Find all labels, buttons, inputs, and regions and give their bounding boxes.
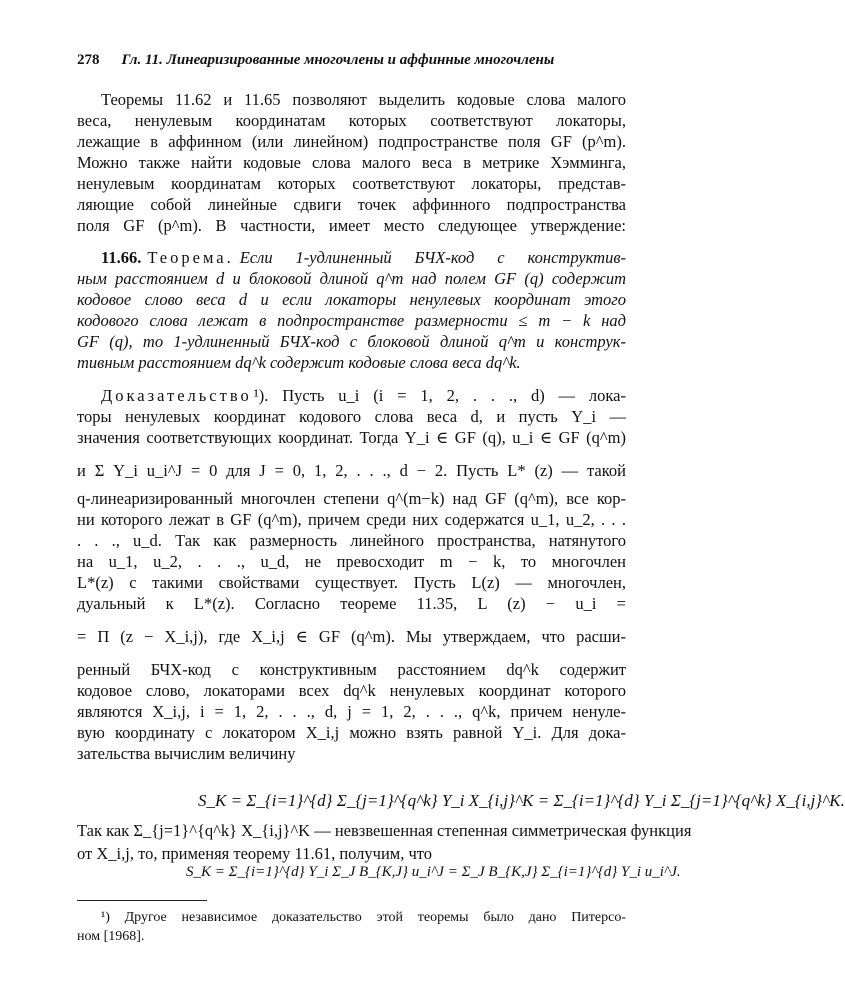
- proof-line: дуальный к L*(z). Согласно теореме 11.35, L (z) − u_i =: [77, 594, 626, 613]
- formula-sk-result: S_K = Σ_{i=1}^{d} Y_i Σ_J B_{K,J} u_i^J = Σ_J B_{K,J} Σ_{i=1}^{d} Y_i u_i^J.: [186, 864, 681, 880]
- theorem-line: GF (q), то 1-удлиненный БЧХ-код с блоковой длиной q^m и конструк-: [77, 332, 626, 351]
- proof-line: ни которого лежат в GF (q^m), причем среди них содержатся u_1, u_2, . . .: [77, 510, 626, 529]
- footnote-line: ¹) Другое независимое доказательство этой теоремы было дано Питерсо-: [101, 910, 626, 925]
- theorem-line: ным расстоянием d и блоковой длиной q^m над полем GF (q) содержит: [77, 269, 626, 288]
- proof-line: = Π (z − X_i,j), где X_i,j ∈ GF (q^m). Мы утверждаем, что расши-: [77, 627, 626, 646]
- theorem-label: Теорема.: [147, 248, 234, 267]
- text-line: поля GF (p^m). В частности, имеет место следующее утверждение:: [77, 216, 626, 235]
- proof-line: L*(z) с такими свойствами существует. Пусть L(z) — многочлен,: [77, 573, 626, 592]
- proof-line: на u_1, u_2, . . ., u_d, не превосходит m − k, то многочлен: [77, 552, 626, 571]
- footnote-rule: [77, 900, 207, 901]
- page-number: 278: [77, 52, 100, 68]
- proof-line: вую координату с локатором X_i,j можно взять равной Y_i. Для дока-: [77, 723, 626, 742]
- proof-line: ¹). Пусть u_i (i = 1, 2, . . ., d) — лока-: [253, 386, 626, 405]
- proof-line: значения соответствующих координат. Тогда Y_i ∈ GF (q), u_i ∈ GF (q^m): [77, 428, 626, 447]
- proof-line: кодовое слово, локаторами всех dq^k ненулевых координат которого: [77, 681, 626, 700]
- proof-line: ренный БЧХ-код с конструктивным расстоянием dq^k содержит: [77, 660, 626, 679]
- proof-line: Так как Σ_{j=1}^{q^k} X_{i,j}^K — невзвешенная степенная симметрическая функция: [77, 821, 692, 840]
- proof-line: являются X_i,j, i = 1, 2, . . ., d, j = 1, 2, . . ., q^k, причем ненуле-: [77, 702, 626, 721]
- theorem-line: тивным расстоянием dq^k содержит кодовые слова веса dq^k.: [77, 353, 521, 372]
- proof-line: q-линеаризированный многочлен степени q^(m−k) над GF (q^m), все кор-: [77, 489, 626, 508]
- proof-line: от X_i,j, то, применяя теорему 11.61, получим, что: [77, 844, 433, 863]
- running-title: Гл. 11. Линеаризированные многочлены и аффинные многочлены: [121, 52, 555, 68]
- proof-line: торы ненулевых координат кодового слова веса d, и пусть Y_i —: [77, 407, 626, 426]
- theorem-line: Если 1-удлиненный БЧХ-код с конструктив-: [239, 248, 626, 267]
- text-line: Можно также найти кодовые слова малого веса в метрике Хэмминга,: [77, 153, 626, 172]
- text-line: Теоремы 11.62 и 11.65 позволяют выделить кодовые слова малого: [101, 90, 626, 109]
- formula-sk-definition: S_K = Σ_{i=1}^{d} Σ_{j=1}^{q^k} Y_i X_{i,j}^K = Σ_{i=1}^{d} Y_i Σ_{j=1}^{q^k} X_{i,j}^K.: [198, 791, 845, 810]
- text-line: лежащие в аффинном (или линейном) подпространстве поля GF (p^m).: [77, 132, 626, 151]
- footnote-line: ном [1968].: [77, 929, 145, 944]
- proof-label: Доказательство: [101, 386, 252, 405]
- theorem-line: кодового слова лежат в подпространстве размерности ≤ m − k над: [77, 311, 626, 330]
- text-line: ненулевым координатам которых соответствуют локаторы, представ-: [77, 174, 626, 193]
- text-line: веса, ненулевым координатам которых соответствуют локаторы,: [77, 111, 626, 130]
- theorem-number: 11.66.: [101, 248, 142, 267]
- theorem-line: кодовое слово веса d и если локаторы ненулевых координат этого: [77, 290, 626, 309]
- page-header: [77, 50, 597, 72]
- proof-line: и Σ Y_i u_i^J = 0 для J = 0, 1, 2, . . ., d − 2. Пусть L* (z) — такой: [77, 461, 626, 480]
- proof-line: . . ., u_d. Так как размерность линейного пространства, натянутого: [77, 531, 626, 550]
- text-line: ляющие собой линейные сдвиги точек аффинного подпространства: [77, 195, 626, 214]
- proof-line: зательства вычислим величину: [77, 744, 296, 763]
